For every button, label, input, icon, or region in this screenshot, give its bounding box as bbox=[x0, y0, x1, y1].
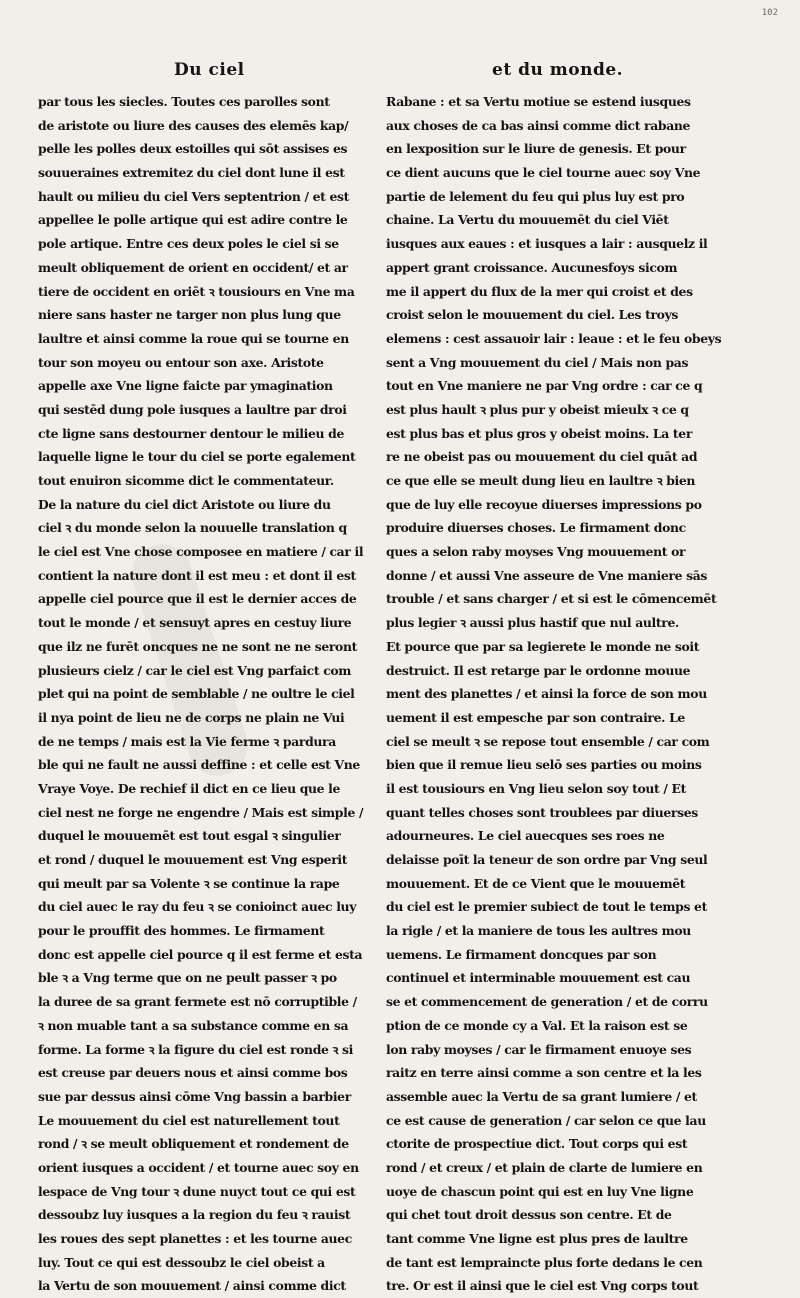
text-line: plet qui na point de semblable / ne oultre le ciel bbox=[38, 686, 355, 702]
text-line: la rigle / et la maniere de tous les aultres mou bbox=[386, 923, 691, 939]
text-line: la duree de sa grant fermete est nō corruptible / bbox=[38, 994, 357, 1010]
text-line: tout en Vne maniere ne par Vng ordre : car ce q bbox=[386, 378, 703, 394]
text-line: laultre et ainsi comme la roue qui se tourne en bbox=[38, 330, 349, 346]
text-line: delaisse poīt la teneur de son ordre par Vng seul bbox=[386, 852, 708, 867]
text-line: plusieurs cielz / car le ciel est Vng parfaict com bbox=[38, 662, 352, 678]
text-line: luy. Tout ce qui est dessoubz le ciel obeist a bbox=[38, 1254, 325, 1270]
text-line: ꝛ non muable tant a sa substance comme en sa bbox=[38, 1017, 349, 1033]
text-line: ce que elle se meult dung lieu en laultre ꝛ bien bbox=[386, 473, 696, 488]
text-line: me il appert du flux de la mer qui croist et des bbox=[386, 283, 693, 299]
text-line: que ilz ne furēt oncques ne ne sont ne ne seront bbox=[38, 638, 357, 654]
text-line: Vraye Voye. De rechief il dict en ce lieu que le bbox=[38, 780, 341, 796]
text-line: meult obliquement de orient en occident/ et ar bbox=[38, 259, 348, 275]
text-line: aux choses de ca bas ainsi comme dict rabane bbox=[386, 117, 691, 133]
text-line: appert grant croissance. Aucunesfoys sicom bbox=[386, 259, 678, 275]
text-line: pole artique. Entre ces deux poles le ciel si se bbox=[38, 236, 339, 252]
text-line: ciel ꝛ du monde selon la nouuelle translation q bbox=[38, 520, 347, 536]
text-line: partie de lelement du feu qui plus luy est pro bbox=[386, 188, 685, 204]
text-line: raitz en terre ainsi comme a son centre et la les bbox=[386, 1065, 702, 1081]
text-line: trouble / et sans charger / et si est le cōmencemēt bbox=[386, 591, 717, 607]
text-line: sue par dessus ainsi cōme Vng bassin a barbier bbox=[38, 1088, 351, 1104]
text-line: qui chet tout droit dessus son centre. Et de bbox=[386, 1207, 672, 1223]
text-line: Rabane : et sa Vertu motiue se estend iusques bbox=[386, 94, 691, 109]
text-line: tiere de occident en oriēt ꝛ tousiours en Vne ma bbox=[38, 283, 355, 299]
text-line: de aristote ou liure des causes des elemēs kap/ bbox=[38, 117, 349, 133]
text-line: forme. La forme ꝛ la figure du ciel est ronde ꝛ si bbox=[38, 1041, 353, 1057]
text-line: la Vertu de son mouuement / ainsi comme dict bbox=[38, 1278, 346, 1294]
text-line: elemens : cest assauoir lair : leaue : et le feu obeys bbox=[386, 330, 722, 346]
running-head bbox=[0, 60, 800, 84]
text-line: tout enuiron sicomme dict le commentateur. bbox=[38, 473, 334, 488]
text-line: le ciel est Vne chose composee en matiere / car il bbox=[38, 544, 364, 560]
text-line: est plus bas et plus gros y obeist moins. La ter bbox=[386, 425, 693, 441]
page-number: 102 bbox=[761, 8, 778, 18]
text-line: plus legier ꝛ aussi plus hastif que nul aultre. bbox=[386, 615, 679, 631]
text-line: uement il est empesche par son contraire. Le bbox=[386, 709, 685, 725]
text-line: De la nature du ciel dict Aristote ou liure du bbox=[38, 496, 331, 512]
text-line: du ciel auec le ray du feu ꝛ se conioinct auec luy bbox=[38, 899, 357, 915]
text-line: assemble auec la Vertu de sa grant lumiere / et bbox=[386, 1088, 697, 1104]
right-text-column bbox=[386, 90, 732, 1298]
text-line: par tous les siecles. Toutes ces parolles sont bbox=[38, 94, 330, 109]
text-line: qui sestēd dung pole iusques a laultre par droi bbox=[38, 401, 347, 417]
text-line: qui meult par sa Volente ꝛ se continue la rape bbox=[38, 875, 340, 891]
text-line: donne / et aussi Vne asseure de Vne maniere sās bbox=[386, 567, 708, 583]
left-text-column bbox=[38, 90, 382, 1298]
text-line: hault ou milieu du ciel Vers septentrion / et est bbox=[38, 188, 350, 204]
text-line: sent a Vng mouuement du ciel / Mais non pas bbox=[386, 354, 689, 370]
text-line: appelle axe Vne ligne faicte par ymagination bbox=[38, 378, 333, 394]
text-line: lon raby moyses / car le firmament enuoye ses bbox=[386, 1041, 692, 1057]
text-line: croist selon le mouuement du ciel. Les troys bbox=[386, 307, 679, 323]
text-line: bien que il remue lieu selō ses parties ou moins bbox=[386, 757, 702, 773]
text-line: Et pource que par sa legierete le monde ne soit bbox=[386, 638, 700, 654]
text-line: que de luy elle recoyue diuerses impressions po bbox=[386, 496, 702, 512]
text-line: en lexposition sur le liure de genesis. Et pour bbox=[386, 141, 686, 157]
text-line: ce dient aucuns que le ciel tourne auec soy Vne bbox=[386, 165, 701, 181]
text-line: ce est cause de generation / car selon ce que lau bbox=[386, 1112, 706, 1128]
text-line: orient iusques a occident / et tourne auec soy en bbox=[38, 1159, 359, 1175]
text-line: dessoubz luy iusques a la region du feu ꝛ rauist bbox=[38, 1207, 351, 1223]
running-head-left: Du ciel bbox=[174, 60, 245, 80]
text-line: re ne obeist pas ou mouuement du ciel quāt ad bbox=[386, 449, 698, 465]
text-line: ble qui ne fault ne aussi deffine : et celle est Vne bbox=[38, 757, 360, 773]
text-line: donc est appelle ciel pource q il est ferme et esta bbox=[38, 946, 363, 962]
text-line: ption de ce monde cy a Val. Et la raison est se bbox=[386, 1017, 688, 1033]
text-line: pelle les polles deux estoilles qui sōt assises es bbox=[38, 141, 348, 157]
text-line: niere sans haster ne targer non plus lung que bbox=[38, 307, 341, 323]
text-line: ciel se meult ꝛ se repose tout ensemble / car com bbox=[386, 733, 710, 749]
text-line: ment des planettes / et ainsi la force de son mou bbox=[386, 686, 707, 702]
text-line: de ne temps / mais est la Vie ferme ꝛ pardura bbox=[38, 733, 336, 749]
text-line: uemens. Le firmament doncques par son bbox=[386, 946, 657, 962]
text-line: mouuement. Et de ce Vient que le mouuemēt bbox=[386, 875, 686, 891]
text-line: contient la nature dont il est meu : et dont il est bbox=[38, 567, 356, 583]
text-line: tout le monde / et sensuyt apres en cestuy liure bbox=[38, 615, 352, 631]
text-line: il nya point de lieu ne de corps ne plain ne Vui bbox=[38, 709, 345, 725]
text-line: est plus hault ꝛ plus pur y obeist mieulx ꝛ ce q bbox=[386, 401, 689, 417]
text-line: tre. Or est il ainsi que le ciel est Vng corps tout bbox=[386, 1278, 699, 1294]
text-line: du ciel est le premier subiect de tout le temps et bbox=[386, 899, 707, 915]
text-line: quant telles choses sont troublees par diuerses bbox=[386, 804, 698, 820]
text-line: pour le prouffit des hommes. Le firmament bbox=[38, 923, 325, 939]
text-line: rond / et creux / et plain de clarte de lumiere en bbox=[386, 1159, 703, 1175]
text-line: tant comme Vne ligne est plus pres de laultre bbox=[386, 1231, 688, 1246]
text-line: souueraines extremitez du ciel dont lune il est bbox=[38, 165, 345, 181]
text-line: se et commencement de generation / et de corru bbox=[386, 994, 708, 1010]
text-line: laquelle ligne le tour du ciel se porte egalement bbox=[38, 449, 356, 465]
text-line: duquel le mouuemēt est tout esgal ꝛ singulier bbox=[38, 828, 341, 844]
text-line: Le mouuement du ciel est naturellement tout bbox=[38, 1112, 340, 1128]
text-line: appellee le polle artique qui est adire contre le bbox=[38, 212, 348, 228]
text-line: de tant est lempraincte plus forte dedans le cen bbox=[386, 1254, 703, 1270]
text-line: appelle ciel pource que il est le dernier acces de bbox=[38, 591, 357, 607]
text-line: uoye de chascun point qui est en luy Vne ligne bbox=[386, 1183, 694, 1199]
text-line: il est tousiours en Vng lieu selon soy tout / Et bbox=[386, 780, 686, 796]
text-line: lespace de Vng tour ꝛ dune nuyct tout ce qui est bbox=[38, 1183, 356, 1199]
text-line: est creuse par deuers nous et ainsi comme bos bbox=[38, 1065, 348, 1081]
text-line: ble ꝛ a Vng terme que on ne peult passer ꝛ po bbox=[38, 970, 337, 986]
running-head-right: et du monde. bbox=[492, 60, 624, 80]
text-line: rond / ꝛ se meult obliquement et rondement de bbox=[38, 1136, 349, 1152]
text-line: iusques aux eaues : et iusques a lair : ausquelz il bbox=[386, 236, 708, 252]
text-line: et rond / duquel le mouuement est Vng esperit bbox=[38, 852, 348, 867]
text-line: ciel nest ne forge ne engendre / Mais est simple / bbox=[38, 804, 364, 820]
text-line: les roues des sept planettes : et les tourne auec bbox=[38, 1231, 352, 1246]
text-line: produire diuerses choses. Le firmament donc bbox=[386, 520, 686, 536]
text-line: ques a selon raby moyses Vng mouuement or bbox=[386, 544, 686, 560]
text-line: adourneures. Le ciel auecques ses roes ne bbox=[386, 828, 665, 844]
text-line: tour son moyeu ou entour son axe. Aristote bbox=[38, 354, 324, 370]
text-line: destruict. Il est retarge par le ordonne mouue bbox=[386, 662, 691, 678]
text-line: ctorite de prospectiue dict. Tout corps qui est bbox=[386, 1136, 688, 1152]
text-line: chaine. La Vertu du mouuemēt du ciel Viēt bbox=[386, 212, 669, 228]
text-line: cte ligne sans destourner dentour le milieu de bbox=[38, 425, 345, 441]
text-line: continuel et interminable mouuement est cau bbox=[386, 970, 691, 986]
